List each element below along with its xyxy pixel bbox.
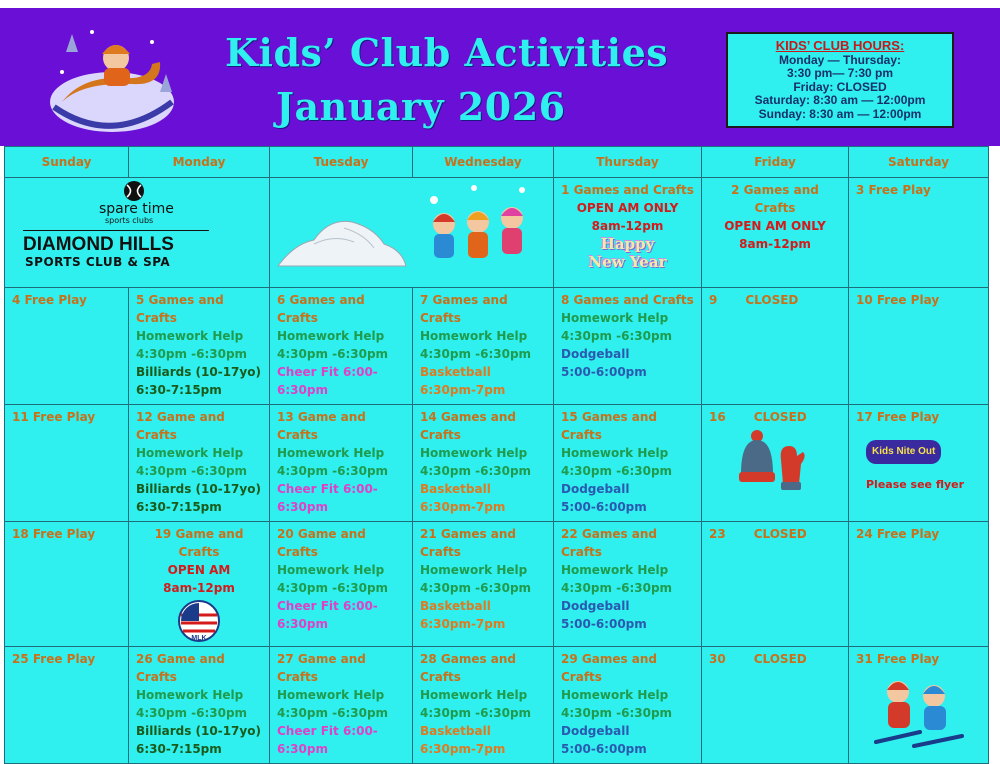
day-header-monday: Monday <box>129 147 270 178</box>
day-label: 24 Free Play <box>856 527 940 541</box>
week-row-1 <box>5 178 989 288</box>
day-label: 2 Games and Crafts <box>731 183 819 215</box>
activity-label: Cheer Fit 6:00- <box>277 599 378 613</box>
activity-label: Homework Help <box>420 563 528 577</box>
day-cell-21 <box>413 522 554 647</box>
day-label: 27 Game and Crafts <box>277 652 366 684</box>
day-cell-11 <box>5 405 129 522</box>
open-hours: 8am-12pm <box>591 219 664 233</box>
winter-hat-mittens-icon <box>735 430 811 496</box>
day-cell-9 <box>702 288 849 405</box>
activity-time: 4:30pm -6:30pm <box>136 706 248 720</box>
activity-time: 6:30pm-7pm <box>420 383 506 397</box>
activity-time: 4:30pm -6:30pm <box>277 581 389 595</box>
day-cell-7 <box>413 288 554 405</box>
day-label: 4 Free Play <box>12 293 87 307</box>
day-cell-22 <box>554 522 702 647</box>
open-note: OPEN AM ONLY <box>576 201 679 215</box>
tennis-ball-icon <box>123 180 145 202</box>
happy-new-year-text: New Year <box>588 253 667 271</box>
week-row-2 <box>5 288 989 405</box>
open-note: OPEN AM ONLY <box>724 219 826 233</box>
activity-label: Homework Help <box>277 446 385 460</box>
activity-time: 6:30pm-7pm <box>420 742 506 756</box>
title-line-1: Kids’ Club Activities <box>225 30 669 75</box>
winter-images-cell <box>270 178 554 288</box>
activity-label: Dodgeball <box>561 482 630 496</box>
day-cell-5 <box>129 288 270 405</box>
open-hours: 8am-12pm <box>163 581 235 595</box>
day-cell-12 <box>129 405 270 522</box>
open-hours: 8am-12pm <box>739 237 811 251</box>
day-cell-2 <box>702 178 849 288</box>
activity-label: Homework Help <box>420 688 528 702</box>
activity-time: 4:30pm -6:30pm <box>561 706 673 720</box>
club-hours-box <box>726 32 954 128</box>
day-label: 1 Games and Crafts <box>561 183 694 197</box>
activity-time: 6:30pm <box>277 742 328 756</box>
day-cell-27 <box>270 647 413 764</box>
hours-line: 3:30 pm— 7:30 pm <box>786 66 894 80</box>
title-line-2: January 2026 <box>276 84 566 129</box>
activity-label: Basketball <box>420 482 491 496</box>
activity-label: Dodgeball <box>561 599 630 613</box>
activity-time: 6:30pm <box>277 500 328 514</box>
day-label: 31 Free Play <box>856 652 940 666</box>
activity-label: Homework Help <box>277 563 385 577</box>
skiing-kids-icon <box>870 670 966 754</box>
day-label: 21 Games and Crafts <box>420 527 517 559</box>
day-header-sunday: Sunday <box>5 147 129 178</box>
day-cell-23 <box>702 522 849 647</box>
day-label: 16 <box>709 410 726 424</box>
activity-time: 5:00-6:00pm <box>561 500 647 514</box>
activity-label: Billiards (10-17yo) <box>136 365 261 379</box>
day-label: 18 Free Play <box>12 527 96 541</box>
open-note: OPEN AM <box>167 563 231 577</box>
week-row-5 <box>5 647 989 764</box>
hours-line: Saturday: 8:30 am — 12:00pm <box>754 93 926 107</box>
activity-label: Dodgeball <box>561 347 630 361</box>
day-label: 11 Free Play <box>12 410 96 424</box>
day-cell-18 <box>5 522 129 647</box>
spare-time-sub: sports clubs <box>105 216 154 225</box>
hours-line: Friday: CLOSED <box>793 79 887 94</box>
day-cell-10 <box>849 288 989 405</box>
activity-label: Billiards (10-17yo) <box>136 482 261 496</box>
activity-time: 6:30-7:15pm <box>136 383 222 397</box>
activity-time: 4:30pm -6:30pm <box>420 347 532 361</box>
activity-label: Homework Help <box>561 563 669 577</box>
closed-label: CLOSED <box>753 527 807 541</box>
activity-label: Basketball <box>420 599 491 613</box>
day-label: 25 Free Play <box>12 652 96 666</box>
activity-time: 5:00-6:00pm <box>561 742 647 756</box>
activity-time: 4:30pm -6:30pm <box>136 464 248 478</box>
flyer-note: Please see flyer <box>866 478 965 491</box>
activity-label: Basketball <box>420 365 491 379</box>
hours-line: Sunday: 8:30 am — 12:00pm <box>758 106 922 121</box>
activity-label: Cheer Fit 6:00- <box>277 724 378 738</box>
activity-time: 5:00-6:00pm <box>561 617 647 631</box>
day-cell-15 <box>554 405 702 522</box>
activity-time: 4:30pm -6:30pm <box>561 581 673 595</box>
snow-kids-icon <box>414 182 544 274</box>
closed-label: CLOSED <box>753 410 807 424</box>
sponsor-logos-cell <box>5 178 270 288</box>
day-label: 17 Free Play <box>856 410 940 424</box>
hours-line: Monday — Thursday: <box>778 52 901 67</box>
day-cell-28 <box>413 647 554 764</box>
activity-time: 6:30pm-7pm <box>420 500 506 514</box>
activity-label: Homework Help <box>561 311 669 325</box>
day-cell-16 <box>702 405 849 522</box>
snow-pile-icon <box>274 204 410 274</box>
day-header-thursday: Thursday <box>554 147 702 178</box>
diamond-hills-logo: DIAMOND HILLS <box>23 234 174 255</box>
day-label: 22 Games and Crafts <box>561 527 658 559</box>
day-cell-1 <box>554 178 702 288</box>
day-label: 7 Games and Crafts <box>420 293 508 325</box>
day-cell-31 <box>849 647 989 764</box>
activity-label: Homework Help <box>136 688 244 702</box>
day-cell-17 <box>849 405 989 522</box>
header-banner <box>0 8 1000 146</box>
day-header-tuesday: Tuesday <box>270 147 413 178</box>
activity-time: 4:30pm -6:30pm <box>277 706 389 720</box>
day-cell-6 <box>270 288 413 405</box>
day-label: 30 <box>709 652 726 666</box>
day-cell-4 <box>5 288 129 405</box>
activity-time: 6:30pm <box>277 617 328 631</box>
day-cell-19 <box>129 522 270 647</box>
activity-time: 4:30pm -6:30pm <box>420 581 532 595</box>
weekday-header-row <box>5 147 989 178</box>
mlk-day-icon <box>177 599 221 643</box>
day-label: 29 Games and Crafts <box>561 652 658 684</box>
day-label: 12 Game and Crafts <box>136 410 225 442</box>
day-label: 19 Game and Crafts <box>154 527 244 559</box>
activity-label: Dodgeball <box>561 724 630 738</box>
week-row-4 <box>5 522 989 647</box>
activity-label: Homework Help <box>420 329 528 343</box>
activity-label: Homework Help <box>136 329 244 343</box>
day-label: 28 Games and Crafts <box>420 652 517 684</box>
day-label: 3 Free Play <box>856 183 931 197</box>
happy-new-year-text: Happy <box>600 235 655 253</box>
day-label: 26 Game and Crafts <box>136 652 225 684</box>
sledding-kid-icon <box>42 22 182 147</box>
day-cell-14 <box>413 405 554 522</box>
day-cell-24 <box>849 522 989 647</box>
day-header-wednesday: Wednesday <box>413 147 554 178</box>
diamond-hills-sub: SPORTS CLUB & SPA <box>25 255 171 269</box>
activity-time: 4:30pm -6:30pm <box>277 464 389 478</box>
kids-nite-out-badge: Kids Nite Out <box>866 440 941 464</box>
activity-label: Billiards (10-17yo) <box>136 724 261 738</box>
activity-time: 4:30pm -6:30pm <box>561 329 673 343</box>
activity-time: 6:30pm-7pm <box>420 617 506 631</box>
day-label: 20 Game and Crafts <box>277 527 366 559</box>
activity-label: Cheer Fit 6:00- <box>277 365 378 379</box>
day-cell-26 <box>129 647 270 764</box>
spare-time-logo: spare time <box>99 201 174 217</box>
day-cell-13 <box>270 405 413 522</box>
day-label: 8 Games and Crafts <box>561 293 694 307</box>
day-cell-3 <box>849 178 989 288</box>
day-header-friday: Friday <box>702 147 849 178</box>
day-label: 23 <box>709 527 726 541</box>
week-row-3 <box>5 405 989 522</box>
activity-time: 6:30pm <box>277 383 328 397</box>
day-label: 5 Games and Crafts <box>136 293 224 325</box>
activity-time: 4:30pm -6:30pm <box>420 464 532 478</box>
closed-label: CLOSED <box>753 652 807 666</box>
activity-time: 4:30pm -6:30pm <box>277 347 389 361</box>
day-label: 6 Games and Crafts <box>277 293 365 325</box>
activity-label: Homework Help <box>277 688 385 702</box>
closed-label: CLOSED <box>745 293 799 307</box>
day-label: 10 Free Play <box>856 293 940 307</box>
day-label: 13 Game and Crafts <box>277 410 366 442</box>
activity-label: Homework Help <box>136 446 244 460</box>
activity-time: 4:30pm -6:30pm <box>561 464 673 478</box>
day-header-saturday: Saturday <box>849 147 989 178</box>
svg-text:MLK: MLK <box>191 635 207 642</box>
activity-time: 6:30-7:15pm <box>136 500 222 514</box>
activity-time: 4:30pm -6:30pm <box>136 347 248 361</box>
activity-time: 5:00-6:00pm <box>561 365 647 379</box>
activity-label: Homework Help <box>561 446 669 460</box>
day-cell-20 <box>270 522 413 647</box>
day-label: 15 Games and Crafts <box>561 410 658 442</box>
activity-label: Basketball <box>420 724 491 738</box>
day-cell-25 <box>5 647 129 764</box>
activity-label: Homework Help <box>561 688 669 702</box>
day-cell-8 <box>554 288 702 405</box>
day-cell-29 <box>554 647 702 764</box>
activity-label: Homework Help <box>420 446 528 460</box>
day-cell-30 <box>702 647 849 764</box>
activity-label: Homework Help <box>277 329 385 343</box>
calendar-grid <box>4 146 989 764</box>
activity-time: 4:30pm -6:30pm <box>420 706 532 720</box>
hours-heading: KIDS’ CLUB HOURS: <box>775 38 905 53</box>
activity-time: 6:30-7:15pm <box>136 742 222 756</box>
day-label: 14 Games and Crafts <box>420 410 517 442</box>
day-label: 9 <box>709 293 718 307</box>
activity-label: Cheer Fit 6:00- <box>277 482 378 496</box>
